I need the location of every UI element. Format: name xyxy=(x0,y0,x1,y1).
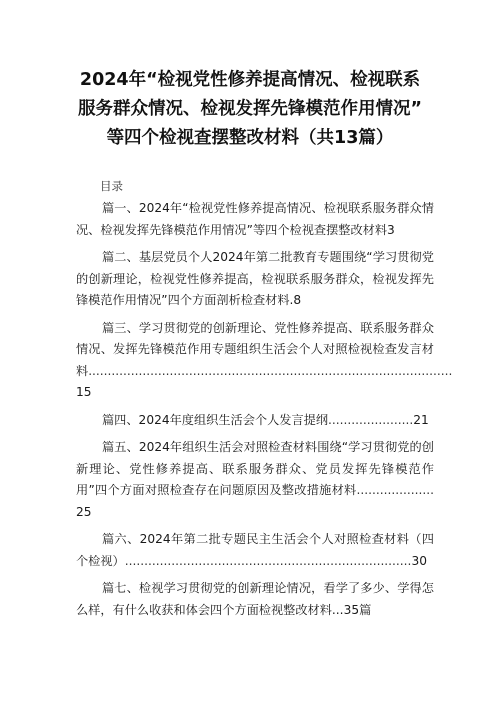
toc-entry-page: 3 xyxy=(387,222,395,237)
document-title xyxy=(60,66,440,153)
toc-entry-6[interactable] xyxy=(76,529,434,572)
toc-entry-text: 篇五、2024年组织生活会对照检查材料围绕“学习贯彻党的创新理论、党性修养提高、联系服务群众、党员发挥先锋模范作用”四个方面对照检查存在问题原因及整改措施材料 xyxy=(76,440,434,498)
toc-leader-dots: .............................................................................................. xyxy=(88,363,453,378)
toc-entry-text: 篇二、基层党员个人2024年第二批教育专题围绕“学习贯彻党的创新理论，检视党性修养提高，检视联系服务群众，检视发挥先锋模范作用情况”四个方面剖析检查材料. xyxy=(76,249,434,308)
toc-entry-3[interactable] xyxy=(76,318,453,404)
toc-entry-text: 篇三、学习贯彻党的创新理论、党性修养提高、联系服务群众情况、发挥先锋模范作用专题组织生活会个人对照检视检查发言材料 xyxy=(76,320,434,378)
title-line-3: 等四个检视查摆整改材料（共13篇） xyxy=(106,128,394,148)
toc-entry-text: 篇四、2024年度组织生活会个人发言提纲 xyxy=(102,412,329,427)
toc-entry-5[interactable] xyxy=(76,437,434,523)
toc-entry-4[interactable] xyxy=(76,410,434,432)
toc-entry-text: 篇六、2024年第二批专题民主生活会个人对照检查材料（四个检视） xyxy=(76,532,434,568)
toc-leader-dots: .......................................................................... xyxy=(124,553,412,568)
toc-leader-dots: ...................... xyxy=(328,412,414,427)
toc-entry-1[interactable] xyxy=(76,198,434,241)
toc-entry-page: 21 xyxy=(413,412,429,427)
toc-entry-text: 篇七、检视学习贯彻党的创新理论情况，看学了多少、学得怎么样，有什么收获和体会四个方面检视整改材料... xyxy=(76,581,434,617)
title-line-2: 服务群众情况、检视发挥先锋模范作用情况” xyxy=(78,99,422,119)
toc-entry-page: 30 xyxy=(411,553,427,568)
toc-entry-page: 35篇 xyxy=(343,602,372,617)
toc-heading: 目录 xyxy=(100,179,123,193)
toc-entry-page: 15 xyxy=(76,385,92,400)
toc-entry-text: 篇一、2024年“检视党性修养提高情况、检视联系服务群众情况、检视发挥先锋模范作用情况”等四个检视查摆整改材料 xyxy=(76,201,434,237)
toc-leader-dots: .................... xyxy=(356,483,434,498)
table-of-contents xyxy=(76,198,453,627)
toc-entry-7[interactable] xyxy=(76,578,434,621)
toc-entry-2[interactable] xyxy=(76,247,434,312)
toc-entry-page: 8 xyxy=(293,293,302,308)
toc-entry-page: 25 xyxy=(76,504,92,519)
title-line-1: 2024年“检视党性修养提高情况、检视联系 xyxy=(79,70,421,90)
